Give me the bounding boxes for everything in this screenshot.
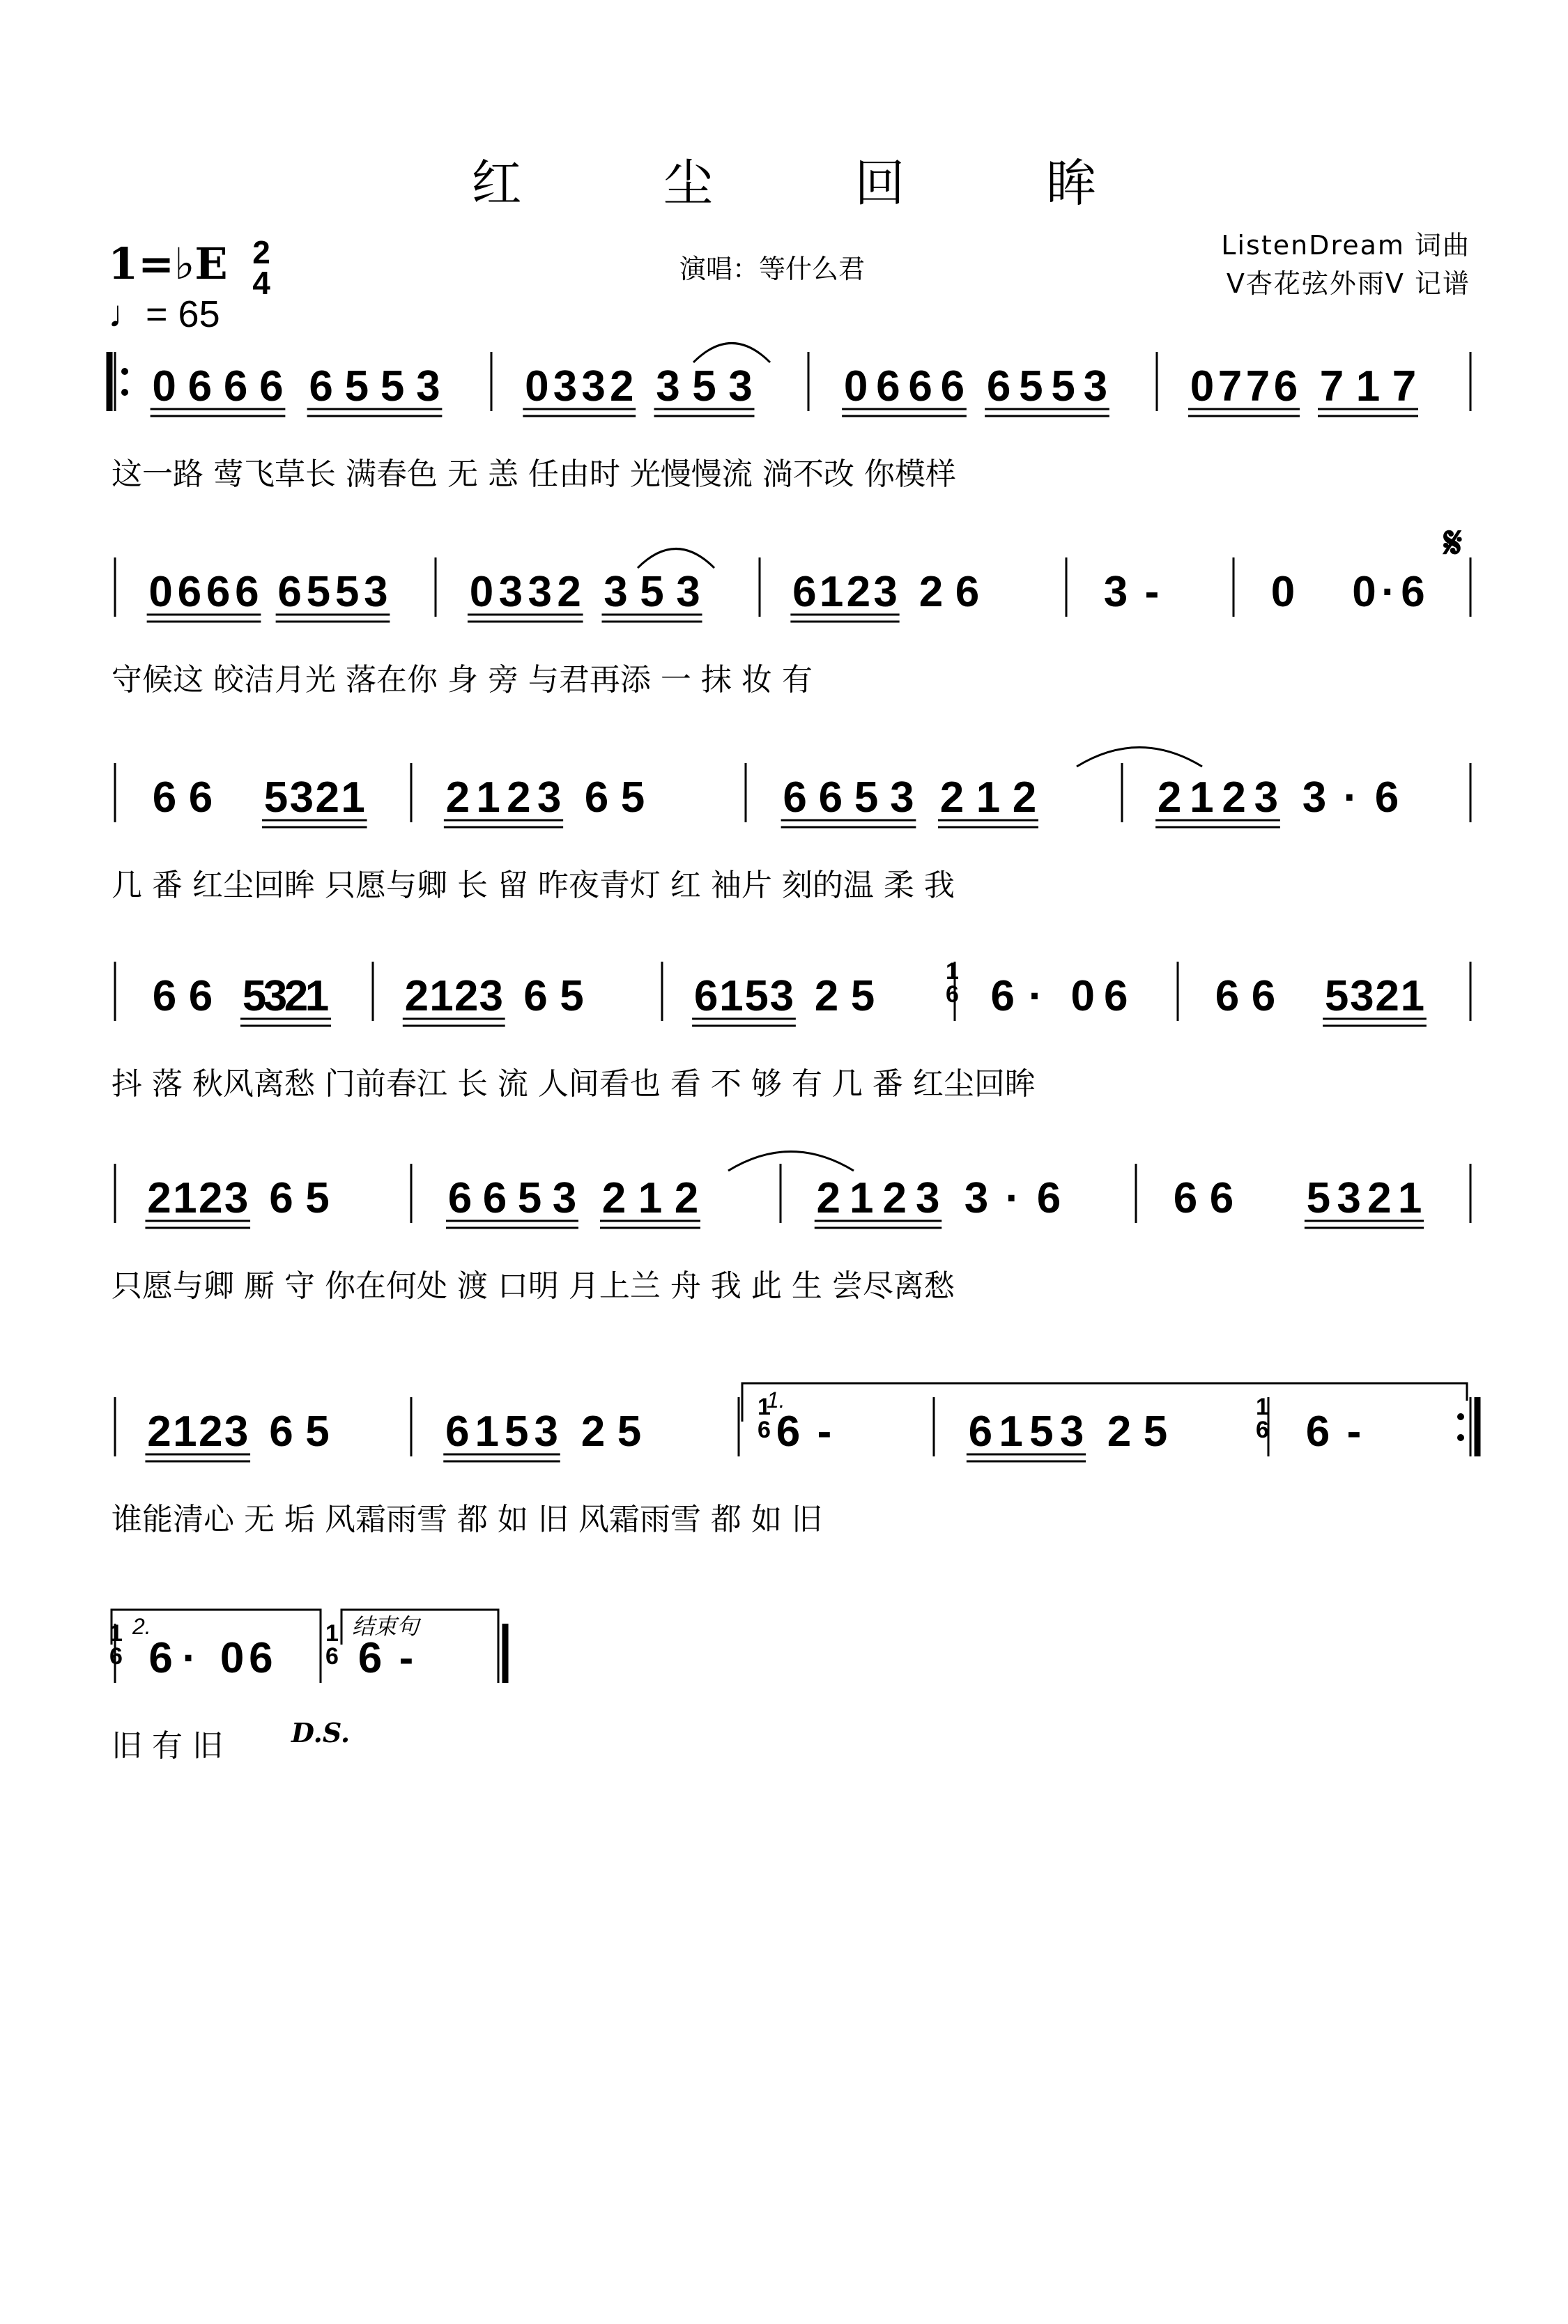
note: 6 — [876, 362, 900, 410]
note: 0 — [469, 568, 494, 616]
repeat-dot — [121, 368, 128, 375]
note: 5 — [1143, 1408, 1168, 1456]
note: 2 — [445, 774, 470, 822]
lyric-line: 旧 有 旧 — [112, 1728, 223, 1764]
note: 3 — [1059, 1408, 1084, 1456]
ending1-label: 1. — [767, 1387, 785, 1413]
segno-sign: 𝄋 — [1443, 519, 1463, 567]
note: 5 — [305, 1174, 330, 1222]
note: 1 — [476, 774, 500, 822]
note: 6 — [986, 362, 1011, 410]
note: 6 — [776, 1408, 801, 1456]
grace-note-bottom: 6 — [109, 1643, 123, 1670]
note: 1 — [1355, 362, 1381, 410]
lyricist-composer: ListenDream 词曲 — [1221, 230, 1470, 261]
note: 2 — [454, 972, 479, 1020]
note: · — [1381, 568, 1396, 616]
note: 5 — [617, 1408, 642, 1456]
note: 6 — [188, 972, 213, 1020]
note: 6 — [1305, 1408, 1330, 1456]
note: 1 — [341, 774, 365, 822]
note: 0 — [1190, 362, 1215, 410]
note: 6 — [818, 774, 843, 822]
grace-note-bottom: 6 — [325, 1643, 339, 1670]
note: 3 — [263, 972, 288, 1020]
note: 1 — [1400, 972, 1425, 1020]
note: 3 — [479, 972, 503, 1020]
note: 5 — [335, 568, 360, 616]
note: 2 — [147, 1174, 171, 1222]
note: 6 — [523, 972, 548, 1020]
note: - — [1144, 568, 1160, 616]
note: 2 — [198, 1174, 223, 1222]
note: 5 — [744, 972, 769, 1020]
note: 6 — [968, 1408, 993, 1456]
slur — [728, 1152, 854, 1171]
note: 2 — [601, 1174, 627, 1222]
slur — [638, 549, 714, 569]
note: 6 — [1104, 972, 1128, 1020]
note: 2 — [918, 568, 944, 616]
note: 1 — [475, 1408, 499, 1456]
coda-label: 结束句 — [352, 1614, 420, 1639]
time-signature-top: 2 — [252, 234, 270, 270]
note: 5 — [1051, 362, 1075, 410]
note: 2 — [882, 1174, 907, 1222]
note: 2 — [1367, 1174, 1392, 1222]
note: 3 — [1337, 1174, 1361, 1222]
note: 2 — [1375, 972, 1399, 1020]
note: 2 — [557, 568, 581, 616]
note: 5 — [242, 972, 267, 1020]
note: 6 — [908, 362, 932, 410]
note: 1 — [1397, 1174, 1422, 1222]
note: 3 — [416, 362, 440, 410]
note: 2 — [846, 568, 871, 616]
time-signature-bottom: 4 — [252, 265, 270, 301]
note: 2 — [939, 774, 964, 822]
note: 1 — [976, 774, 1001, 822]
grace-note-top: 1 — [1256, 1394, 1269, 1420]
note: 3 — [537, 774, 562, 822]
note: 5 — [1019, 362, 1043, 410]
note: 2 — [1157, 774, 1182, 822]
note: 2 — [674, 1174, 699, 1222]
note: 5 — [380, 362, 405, 410]
grace-note-top: 1 — [758, 1394, 771, 1420]
note: 1 — [638, 1174, 663, 1222]
lyric-line: 只愿与卿 厮 守 你在何处 渡 口明 月上兰 舟 我 此 生 尝尽离愁 — [112, 1268, 955, 1304]
note: 3 — [769, 972, 794, 1020]
note: 0 — [843, 362, 868, 410]
note: 6 — [693, 972, 718, 1020]
lyric-line: 谁能清心 无 垢 风霜雨雪 都 如 旧 风霜雨雪 都 如 旧 — [112, 1502, 822, 1537]
note: 6 — [792, 568, 817, 616]
note: · — [1343, 774, 1358, 822]
note: 6 — [1251, 972, 1276, 1020]
note: 2 — [609, 362, 634, 410]
note: - — [817, 1408, 832, 1456]
note: · — [1005, 1174, 1020, 1222]
repeat-dot — [121, 389, 128, 396]
note: 2 — [581, 1408, 606, 1456]
grace-note-bottom: 6 — [946, 981, 959, 1008]
note: 1 — [429, 972, 454, 1020]
note: 7 — [1217, 362, 1243, 410]
note: - — [399, 1634, 414, 1682]
note: 2 — [284, 972, 309, 1020]
note: 5 — [1029, 1408, 1054, 1456]
note: 3 — [964, 1174, 989, 1222]
note: 7 — [1245, 362, 1270, 410]
note: 6 — [206, 568, 231, 616]
note: 6 — [259, 362, 284, 410]
note: 5 — [1324, 972, 1349, 1020]
note: 3 — [552, 1174, 577, 1222]
note: · — [1028, 972, 1043, 1020]
note: 6 — [445, 1408, 470, 1456]
note: 6 — [187, 362, 213, 410]
note: 0 — [148, 568, 173, 616]
slur — [693, 344, 770, 363]
note: 3 — [916, 1174, 940, 1222]
marks-layer — [109, 344, 1477, 1749]
note: 6 — [277, 568, 302, 616]
note: 3 — [289, 774, 314, 822]
note: 1 — [819, 568, 844, 616]
note: 5 — [560, 972, 584, 1020]
note: 6 — [152, 972, 177, 1020]
note: 6 — [1273, 362, 1298, 410]
note: 3 — [1103, 568, 1128, 616]
note: 6 — [584, 774, 609, 822]
note: 2 — [404, 972, 429, 1020]
note: 2 — [315, 774, 339, 822]
note: 3 — [224, 1408, 249, 1456]
note: 3 — [498, 568, 523, 616]
note: 3 — [581, 362, 606, 410]
note: 6 — [148, 1634, 173, 1682]
note: 0 — [152, 362, 176, 410]
repeat-dot — [1457, 1434, 1464, 1441]
note: 5 — [505, 1408, 529, 1456]
note: 6 — [990, 972, 1015, 1020]
note: 6 — [269, 1174, 293, 1222]
note: 5 — [1306, 1174, 1331, 1222]
lyric-line: 几 番 红尘回眸 只愿与卿 长 留 昨夜青灯 红 袖片 刻的温 柔 我 — [112, 868, 955, 903]
note: 3 — [534, 1408, 558, 1456]
note: 2 — [1012, 774, 1037, 822]
note: 1 — [719, 972, 744, 1020]
note: 6 — [1173, 1174, 1198, 1222]
note: 6 — [152, 774, 177, 822]
note: 5 — [850, 972, 875, 1020]
note: 3 — [890, 774, 914, 822]
note: 6 — [447, 1174, 472, 1222]
note: 3 — [1254, 774, 1279, 822]
ending2-label: 2. — [132, 1614, 151, 1639]
grace-note-top: 1 — [946, 958, 959, 985]
note: 3 — [553, 362, 578, 410]
lyric-line: 守候这 皎洁月光 落在你 身 旁 与君再添 一 抹 妆 有 — [112, 662, 813, 698]
note: 3 — [656, 362, 680, 410]
ds-mark: D.S. — [291, 1717, 351, 1748]
note: 5 — [306, 568, 331, 616]
grace-note-top: 1 — [325, 1620, 339, 1647]
note: 3 — [873, 568, 898, 616]
note: 6 — [1209, 1174, 1234, 1222]
note: 6 — [188, 774, 213, 822]
note: 6 — [783, 774, 807, 822]
note: 2 — [814, 972, 839, 1020]
note: 5 — [263, 774, 289, 822]
note: 3 — [364, 568, 388, 616]
note: 6 — [940, 362, 965, 410]
note: 3 — [224, 1174, 249, 1222]
note: 2 — [1222, 774, 1246, 822]
grace-note-bottom: 6 — [758, 1417, 771, 1443]
key-label: 1=♭E — [108, 238, 228, 289]
grace-note-bottom: 6 — [1256, 1417, 1269, 1443]
slur — [1077, 748, 1202, 767]
note: 0 — [1070, 972, 1095, 1020]
note: 6 — [358, 1634, 383, 1682]
note: 1 — [1190, 774, 1214, 822]
note: 2 — [198, 1408, 223, 1456]
note: 6 — [1215, 972, 1240, 1020]
note: 5 — [854, 774, 879, 822]
note: 5 — [692, 362, 716, 410]
note: 6 — [955, 568, 980, 616]
note: 6 — [1374, 774, 1399, 822]
note: - — [1346, 1408, 1362, 1456]
note: 0 — [220, 1634, 245, 1682]
lyric-line: 抖 落 秋风离愁 门前春江 长 流 人间看也 看 不 够 有 几 番 红尘回眸 — [112, 1066, 1036, 1102]
transcriber: V杏花弦外雨V 记谱 — [1226, 268, 1470, 299]
note: 6 — [177, 568, 202, 616]
note: 6 — [1401, 568, 1425, 616]
note: 1 — [173, 1408, 197, 1456]
note: 3 — [728, 362, 753, 410]
note: 1 — [850, 1174, 874, 1222]
note: 3 — [1350, 972, 1374, 1020]
note: 1 — [999, 1408, 1023, 1456]
note: 5 — [620, 774, 645, 822]
note: 5 — [517, 1174, 542, 1222]
note: 3 — [676, 568, 700, 616]
note: 2 — [816, 1174, 840, 1222]
note: 1 — [173, 1174, 197, 1222]
note: 2 — [147, 1408, 171, 1456]
note: 3 — [1302, 774, 1327, 822]
note: 7 — [1319, 362, 1344, 410]
note: 0 — [1352, 568, 1376, 616]
note: 5 — [344, 362, 369, 410]
lyrics-layer — [112, 456, 1036, 1764]
note: 6 — [249, 1634, 273, 1682]
note: 7 — [1392, 362, 1417, 410]
singer-credit: 演唱：等什么君 — [679, 254, 866, 284]
note: 6 — [269, 1408, 293, 1456]
note: 3 — [1083, 362, 1108, 410]
repeat-dot — [1457, 1413, 1464, 1420]
lyric-line: 这一路 莺飞草长 满春色 无 恙 任由时 光慢慢流 淌不改 你模样 — [112, 456, 956, 492]
note: 6 — [482, 1174, 507, 1222]
note: 2 — [1107, 1408, 1132, 1456]
tempo-marking: ♩= 65 — [108, 293, 220, 335]
grace-note-top: 1 — [109, 1620, 123, 1647]
note: 6 — [309, 362, 333, 410]
note: 5 — [305, 1408, 330, 1456]
note: 0 — [1270, 568, 1296, 616]
note: · — [182, 1634, 197, 1682]
note: 6 — [223, 362, 248, 410]
note: 3 — [528, 568, 552, 616]
note: 5 — [640, 568, 664, 616]
note: 6 — [1036, 1174, 1061, 1222]
note: 1 — [305, 972, 330, 1020]
note: 6 — [235, 568, 259, 616]
note: 2 — [507, 774, 531, 822]
note: 0 — [525, 362, 549, 410]
note: 3 — [604, 568, 628, 616]
song-title: 红 尘 回 眸 — [471, 154, 1160, 213]
